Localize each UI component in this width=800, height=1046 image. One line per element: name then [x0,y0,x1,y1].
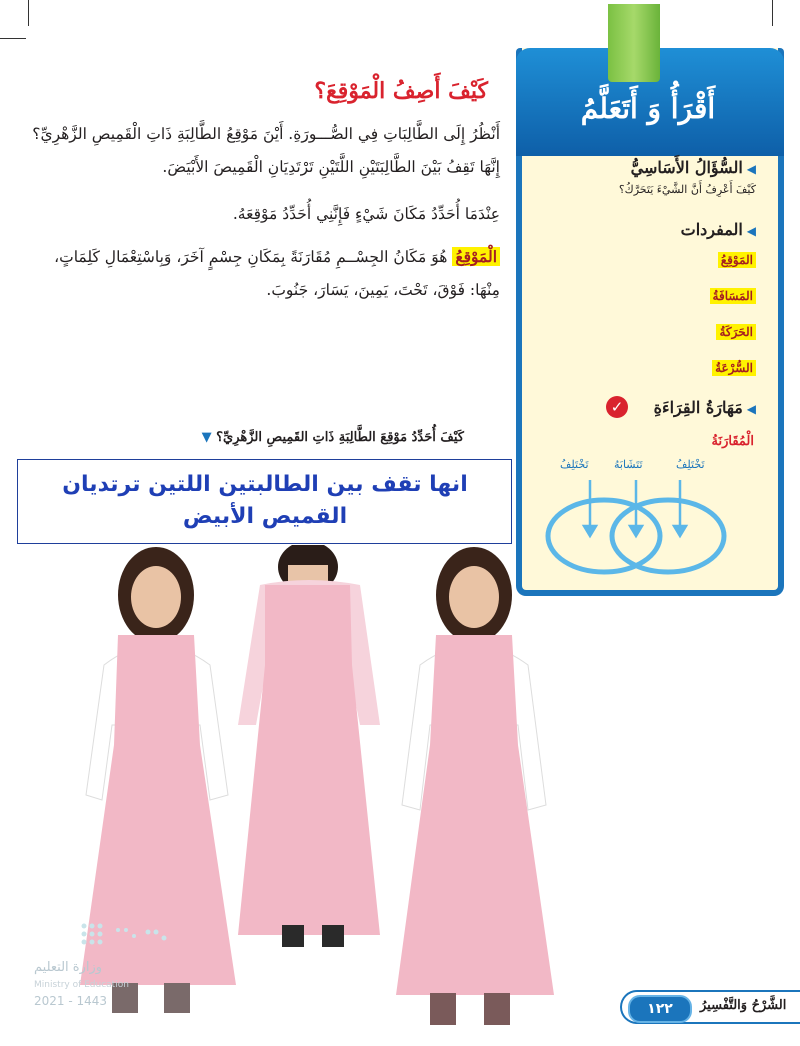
essential-question: كَيْفَ أَعْرِفُ أَنَّ الشَّيْءَ يَتَحَرَّكُ؟ [618,183,756,196]
triangle-marker-icon: ◀ [746,402,756,416]
question-text: كَيْفَ أُحَدِّدُ مَوْقِعَ الطَّالِبَةِ ذَاتِ القَمِيصِ الزَّهْرِيِّ؟ [216,430,464,445]
vocabulary-heading [681,220,756,239]
answer-text[interactable]: انها تقف بين الطالبتين اللتين ترتديان القميص الأبيض [62,472,468,529]
definition-paragraph [20,240,500,307]
student-right [396,547,554,1025]
venn-label: تَتَشَابَهُ [614,458,643,471]
reading-skill-heading [654,398,756,417]
watermark-year: 2021 - 1443 [34,994,108,1008]
footer-section: الشَّرْحُ وَالتَّفْسِيرُ [700,998,787,1013]
triangle-marker-icon: ◀ [746,162,756,176]
venn-circle [548,500,660,572]
reading-skill-label: مَهَارَةُ القِرَاءَةِ [653,398,743,417]
student-middle [238,545,380,947]
crop-mark [772,0,773,26]
lesson-title: كَيْفَ أَصِفُ الْمَوْقِعَ؟ [314,78,488,104]
venn-circle [612,500,724,572]
lesson-paragraph: أَنْظُرُ إِلَى الطَّالِبَاتِ فِي الصُّـــورَةِ. أَيْنَ مَوْقِعُ الطَّالِبَةِ ذَاتِ الْقَمِيصِ الزَّهْرِيِّ؟ إِنَّهَا تَقِفُ بَيْنَ الطَّالِبَتَيْنِ اللَّتَيْنِ تَرْتَدِيَانِ الْقَمِيصَ الأَبْيَضَ. [32,125,500,176]
vocabulary-item: السُّرْعَةُ [712,360,756,376]
photo-question [144,430,464,445]
reading-skill: الْمُقَارَنَةُ [711,434,754,449]
students-photo [60,545,560,1035]
vocabulary-item: المَوْقِعُ [718,252,756,268]
watermark-sub: Ministry of Education [34,980,129,990]
vocabulary-item: المَسَافَةُ [710,288,756,304]
watermark-name: وزارة التعليم [34,960,103,975]
essential-question-label: السُّؤَالُ الأَسَاسِيُّ [630,158,743,177]
crop-mark [28,0,29,26]
triangle-marker-icon: ▼ [201,430,212,445]
vocabulary-item: الحَرَكَةُ [716,324,756,340]
lesson-paragraph: عِنْدَمَا أُحَدِّدُ مَكَانَ شَيْءٍ فَإِنَّنِي أُحَدِّدُ مَوْقِعَهُ. [232,205,500,223]
venn-label: تَخْتَلِفُ [560,458,589,471]
venn-diagram [540,476,740,581]
essential-question-heading [631,158,756,177]
checkmark-icon: ✓ [606,396,628,418]
ministry-logo-icon [78,920,178,950]
page-number: ١٢٢ [628,995,692,1023]
triangle-marker-icon: ◀ [746,224,756,238]
vocabulary-label: المفردات [680,220,743,239]
venn-label: تَخْتَلِفُ [676,458,705,471]
panel-title: أَقْرَأُ وَ أَتَعَلَّمُ [580,92,716,125]
definition-text: هُوَ مَكَانُ الجِسْــمِ مُقَارَنَةً بِمَكَانِ جِسْمٍ آخَرَ، وَبِاسْتِعْمَالِ كَلِمَاتٍ، مِنْهَا: فَوْقَ، تَحْتَ، يَمِينَ، يَسَارَ، جَنُوبَ. [54,248,500,299]
crop-mark [0,38,26,39]
definition-term: الْمَوْقِعُ [452,247,500,266]
bookmark-ribbon [608,4,660,82]
